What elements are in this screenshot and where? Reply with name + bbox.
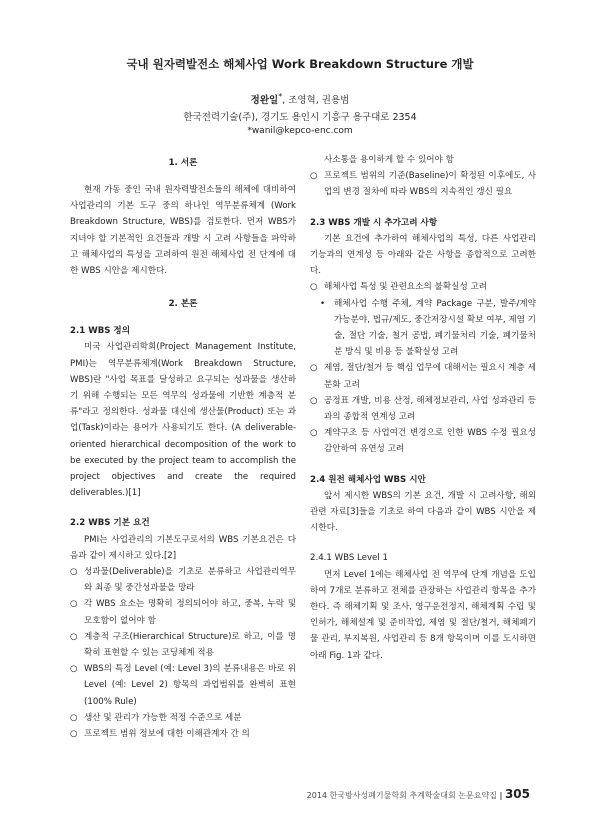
list-item	[310, 360, 536, 392]
right-column	[310, 152, 536, 664]
list-item	[310, 279, 536, 295]
paper-title: 국내 원자력발전소 해체사업 Work Breakdown Structure 개발	[126, 57, 474, 71]
list-item-text: 공정표 개발, 비용 산정, 해체정보관리, 사업 성과관리 등과의 종합적 연계성 고려	[324, 395, 536, 423]
section-heading-intro: 1. 서론	[168, 158, 198, 168]
circle-marker-icon: ○	[70, 599, 78, 610]
list-item	[70, 629, 296, 661]
subsection-heading-wbs-requirements: 2.2 WBS 기본 요건	[70, 518, 150, 529]
wbs-draft-paragraph: 앞서 제시한 WBS의 기본 요건, 개발 시 고려사항, 해외 관련 자료[3]들을 기초로 하여 다음과 같이 WBS 시안을 제시한다.	[310, 490, 536, 534]
continued-list-text: 사소통을 용이하게 할 수 있어야 함	[324, 155, 454, 165]
author-email: *wanil@kepco-enc.com	[247, 126, 353, 136]
circle-marker-icon: ○	[70, 664, 78, 675]
list-item-text: WBS의 특정 Level (예: Level 3)의 분류내용은 바로 위 Level (예: Level 2) 항목의 과업범위를 완벽히 표현 (100% Rule)	[84, 664, 296, 707]
affiliation: 한국전력기술(주), 경기도 용인시 기흥구 용구대로 2354	[183, 112, 417, 123]
list-item-text: 프로젝트 범위의 기준(Baseline)이 확정된 이후에도, 사업의 변경 절차에 따라 WBS의 지속적인 갱신 필요	[324, 171, 536, 198]
main-author: 정완일	[250, 95, 279, 107]
list-item	[70, 661, 296, 710]
list-item	[70, 710, 296, 726]
list-item	[70, 596, 296, 628]
bullet-item-text: 해체사업 수행 주체, 계약 Package 구분, 발주/계약 가능분야, 법규/제도, 중간저장시설 확보 여부, 제염 기술, 절단 기술, 철거 공법, 폐기물처리 기술, 폐기물처분 방식 및 비용 등 불확실성 고려	[334, 298, 536, 358]
list-item-text: 생산 및 관리가 가능한 적정 수준으로 세분	[84, 712, 242, 723]
list-item	[70, 564, 296, 596]
circle-marker-icon: ○	[70, 631, 78, 642]
author-line	[0, 92, 600, 106]
corresponding-mark: *	[278, 92, 283, 101]
list-item-text: 각 WBS 요소는 명확히 정의되어야 하고, 중복, 누락 및 모호함이 없어야 함	[84, 599, 296, 626]
list-item	[70, 726, 296, 742]
list-item	[310, 425, 536, 457]
circle-marker-icon: ○	[310, 363, 318, 374]
circle-marker-icon: ○	[70, 729, 78, 740]
intro-paragraph: 현재 가동 중인 국내 원자력발전소들의 해체에 대비하여 사업관리의 기본 도구 중의 하나인 역무분류체계 (Work Breakdown Structure, WBS)를 검토한다. 먼저 WBS가 지녀야 할 기본적인 요건들과 개발 시 고려 사항들을 파악하고 해체사업의 특성을 고려하여 원전 해체사업 전 단계에 대한 WBS 시안을 제시한다.	[70, 185, 296, 277]
subsection-heading-wbs-draft: 2.4 원전 해체사업 WBS 시안	[310, 474, 426, 485]
list-item-text: 성과물(Deliverable)을 기초로 분류하고 사업관리역무와 최종 및 중간성과물을 망라	[84, 567, 296, 594]
circle-marker-icon: ○	[310, 428, 318, 439]
list-item-text: 계층적 구조(Hierarchical Structure)로 하고, 이를 명확히 표현할 수 있는 코딩체계 적용	[84, 631, 296, 659]
co-authors: , 조영혁, 권용범	[282, 95, 350, 107]
list-item-text: 제염, 절단/철거 등 핵심 업무에 대해서는 필요시 계층 세분화 고려	[324, 363, 536, 390]
page-number: 305	[504, 787, 530, 801]
wbs-requirements-paragraph: PMI는 사업관리의 기본도구로서의 WBS 기본요건은 다음과 같이 제시하고 있다.[2]	[70, 534, 296, 561]
left-column	[70, 152, 296, 742]
footer-proceedings-text: 2014 한국방사성폐기물학회 추계학술대회 논문요약집	[306, 791, 497, 800]
section-heading-body: 2. 본론	[168, 299, 198, 310]
list-item-text: 해체사업 특성 및 관련요소의 불확실성 고려	[324, 282, 488, 293]
bullet-item	[310, 296, 536, 361]
page-footer	[307, 787, 530, 801]
subsection-heading-considerations: 2.3 WBS 개발 시 추가고려 사항	[310, 217, 438, 228]
subsubsection-heading-level1: 2.4.1 WBS Level 1	[310, 553, 388, 564]
wbs-definition-paragraph: 미국 사업관리학회(Project Management Institute, PMI)는 역무분류체계(Work Breakdown Structure, WBS)란 "사업 목표를 달성하고 요구되는 성과물을 생산하기 위해 수행되는 모든 역무의 성과물에 기반한 계층적 분류"라고 정의한다. 성과물 대신에 생산물(Product) 또는 과업(Task)이라는 용어가 사용되기도 한다. (A deliverable-oriented hierarchical decomposition of the work to be executed by the project team to accomplish the project objectives and create the required deliverables.)[1]	[70, 342, 296, 499]
subsection-heading-wbs-definition: 2.1 WBS 정의	[70, 326, 131, 337]
footer-separator: |	[499, 791, 503, 800]
circle-marker-icon: ○	[310, 171, 318, 182]
level1-paragraph: 먼저 Level 1에는 해체사업 전 역무에 단계 개념을 도입하여 7개로 분류하고 전체를 관장하는 사업관리 항목을 추가한다. 즉 해체기획 및 조사, 영구운전정지, 해체계획 수립 및 인허가, 해체설계 및 준비작업, 제염 및 절단/철거, 해체폐기물 관리, 부지복원, 사업관리 등 8개 항목이며 이를 도시하면 아래 Fig. 1과 같다.	[310, 569, 536, 661]
bullet-icon: •	[320, 298, 326, 309]
list-item-text: 계약구조 등 사업여건 변경으로 인한 WBS 수정 필요성 감안하여 유연성 고려	[324, 428, 536, 455]
list-item	[310, 168, 536, 200]
list-item-text: 프로젝트 범위 정보에 대한 이해관계자 간 의	[84, 729, 250, 740]
circle-marker-icon: ○	[310, 282, 318, 293]
circle-marker-icon: ○	[70, 712, 78, 723]
list-item	[310, 393, 536, 425]
considerations-paragraph: 기본 요건에 추가하여 해체사업의 특성, 다른 사업관리 기능과의 연계성 등 아래와 같은 사항을 종합적으로 고려한다.	[310, 233, 536, 277]
circle-marker-icon: ○	[70, 567, 78, 578]
circle-marker-icon: ○	[310, 395, 318, 406]
